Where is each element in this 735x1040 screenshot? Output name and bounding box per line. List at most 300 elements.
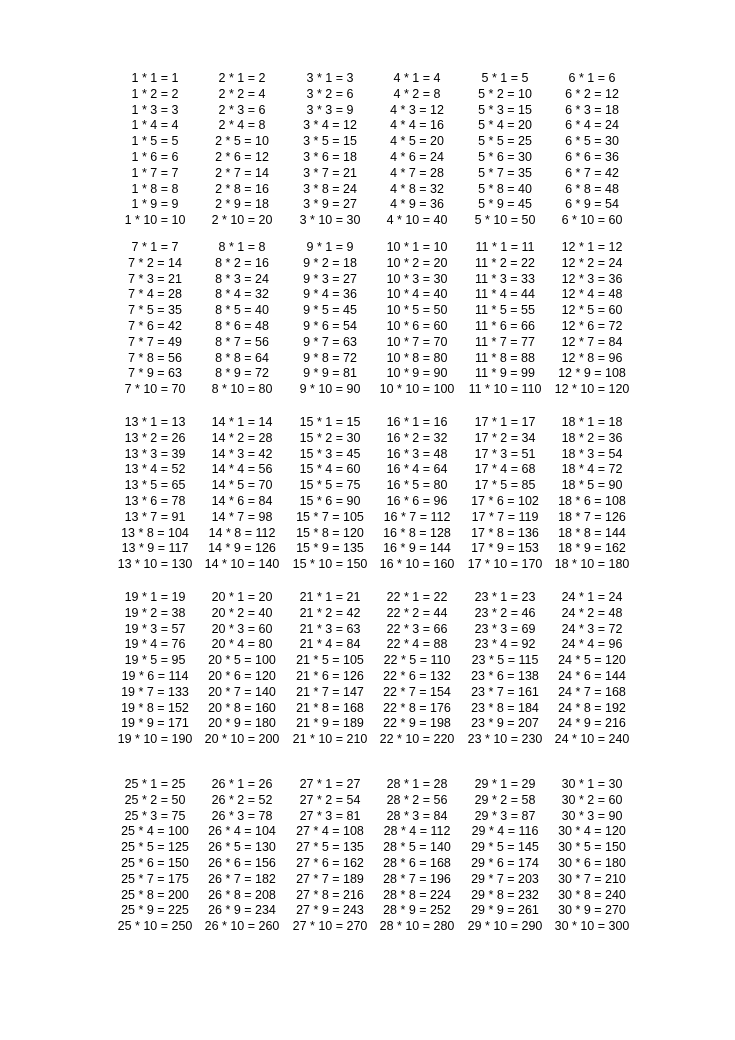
equation-line: 17 * 8 = 136 — [471, 525, 539, 540]
equation-line: 22 * 1 = 22 — [386, 590, 448, 604]
equation-line: 17 * 6 = 102 — [471, 494, 539, 508]
equation-line: 20 * 9 = 180 — [208, 716, 276, 731]
equation-line: 26 * 4 = 104 — [208, 824, 276, 839]
equation-line: 13 * 3 = 39 — [124, 446, 186, 461]
equation-line: 11 * 7 = 77 — [475, 334, 535, 349]
equation-line: 26 * 2 = 52 — [211, 792, 273, 807]
equation-line: 18 * 4 = 72 — [561, 462, 623, 477]
equation-line: 20 * 10 = 200 — [204, 732, 280, 747]
equation-line: 8 * 7 = 56 — [215, 334, 269, 349]
equation-line: 30 * 10 = 300 — [554, 919, 630, 934]
equation-line: 20 * 4 = 80 — [211, 637, 273, 652]
equation-line: 4 * 9 = 36 — [390, 197, 444, 212]
equation-line: 23 * 2 = 46 — [474, 605, 536, 620]
equation-line: 7 * 8 = 56 — [128, 350, 182, 365]
equation-line: 23 * 5 = 115 — [471, 653, 539, 668]
equation-line: 11 * 8 = 88 — [475, 350, 535, 365]
equation-line: 27 * 7 = 189 — [296, 871, 364, 886]
equation-line: 7 * 7 = 49 — [128, 334, 182, 349]
equation-line: 18 * 9 = 162 — [558, 541, 626, 556]
equation-line: 10 * 6 = 60 — [386, 319, 448, 333]
equation-line: 21 * 6 = 126 — [296, 669, 364, 683]
equation-line: 9 * 3 = 27 — [303, 271, 357, 286]
equation-line: 21 * 7 = 147 — [296, 684, 364, 699]
equation-line: 24 * 4 = 96 — [561, 637, 623, 652]
equation-line: 15 * 1 = 15 — [299, 415, 361, 429]
equation-line: 5 * 10 = 50 — [474, 213, 536, 228]
equation-line: 11 * 10 = 110 — [468, 382, 542, 397]
equation-line: 2 * 9 = 18 — [215, 197, 269, 212]
equation-line: 9 * 5 = 45 — [303, 303, 357, 318]
equation-line: 5 * 6 = 30 — [478, 150, 532, 164]
equation-line: 6 * 7 = 42 — [565, 165, 619, 180]
equation-line: 1 * 7 = 7 — [131, 165, 179, 180]
equation-line: 29 * 10 = 290 — [467, 919, 543, 934]
equation-line: 20 * 1 = 20 — [211, 590, 273, 604]
equation-line: 27 * 1 = 27 — [299, 777, 361, 791]
equation-line: 27 * 9 = 243 — [296, 903, 364, 918]
equation-line: 14 * 8 = 112 — [208, 525, 276, 540]
equation-line: 16 * 7 = 112 — [383, 509, 451, 524]
equation-line: 16 * 10 = 160 — [379, 557, 455, 572]
equation-line: 3 * 2 = 6 — [306, 86, 354, 101]
equation-line: 17 * 9 = 153 — [471, 541, 539, 556]
equation-line: 5 * 8 = 40 — [478, 181, 532, 196]
equation-line: 22 * 8 = 176 — [383, 700, 451, 715]
equation-line: 29 * 1 = 29 — [474, 777, 536, 791]
equation-line: 12 * 2 = 24 — [561, 255, 623, 270]
equation-line: 1 * 8 = 8 — [131, 181, 179, 196]
equation-line: 18 * 1 = 18 — [561, 415, 623, 429]
equation-line: 24 * 10 = 240 — [554, 732, 630, 747]
equation-line: 16 * 6 = 96 — [386, 494, 448, 508]
equation-line: 5 * 2 = 10 — [478, 86, 532, 101]
equation-line: 23 * 10 = 230 — [467, 732, 543, 747]
equation-line: 15 * 4 = 60 — [299, 462, 361, 477]
equation-line: 14 * 5 = 70 — [211, 478, 273, 493]
equation-line: 14 * 7 = 98 — [211, 509, 273, 524]
equation-line: 24 * 8 = 192 — [558, 700, 626, 715]
equation-line: 10 * 1 = 10 — [386, 240, 448, 254]
equation-line: 11 * 1 = 11 — [475, 240, 535, 254]
equation-line: 18 * 2 = 36 — [561, 430, 623, 445]
equation-line: 2 * 6 = 12 — [215, 150, 269, 164]
equation-line: 28 * 5 = 140 — [383, 840, 451, 855]
equation-line: 17 * 1 = 17 — [474, 415, 536, 429]
equation-line: 3 * 3 = 9 — [306, 102, 354, 117]
equation-line: 28 * 6 = 168 — [383, 856, 451, 870]
equation-line: 15 * 8 = 120 — [296, 525, 364, 540]
equation-line: 21 * 8 = 168 — [296, 700, 364, 715]
equation-line: 28 * 9 = 252 — [383, 903, 451, 918]
equation-line: 4 * 7 = 28 — [390, 165, 444, 180]
equation-line: 18 * 3 = 54 — [561, 446, 623, 461]
equation-line: 26 * 8 = 208 — [208, 887, 276, 902]
equation-line: 6 * 9 = 54 — [565, 197, 619, 212]
equation-line: 29 * 3 = 87 — [474, 808, 536, 823]
equation-line: 3 * 6 = 18 — [303, 150, 357, 164]
equation-line: 6 * 3 = 18 — [565, 102, 619, 117]
equation-line: 2 * 4 = 8 — [218, 118, 266, 133]
equation-line: 7 * 9 = 63 — [128, 366, 182, 381]
equation-line: 1 * 10 = 10 — [124, 213, 186, 228]
equation-line: 21 * 2 = 42 — [299, 605, 361, 620]
equation-line: 27 * 6 = 162 — [296, 856, 364, 870]
equation-line: 8 * 2 = 16 — [215, 255, 269, 270]
equation-line: 25 * 8 = 200 — [121, 887, 189, 902]
equation-line: 1 * 3 = 3 — [131, 102, 179, 117]
equation-line: 5 * 5 = 25 — [478, 134, 532, 149]
equation-line: 21 * 4 = 84 — [299, 637, 361, 652]
equation-line: 19 * 2 = 38 — [124, 605, 186, 620]
equation-line: 13 * 4 = 52 — [124, 462, 186, 477]
equation-line: 14 * 6 = 84 — [211, 494, 273, 508]
equation-line: 8 * 3 = 24 — [215, 271, 269, 286]
equation-line: 28 * 2 = 56 — [386, 792, 448, 807]
equation-line: 29 * 5 = 145 — [471, 840, 539, 855]
equation-line: 10 * 10 = 100 — [379, 382, 455, 397]
equation-line: 8 * 6 = 48 — [215, 319, 269, 333]
equation-line: 28 * 7 = 196 — [383, 871, 451, 886]
equation-line: 5 * 9 = 45 — [478, 197, 532, 212]
equation-line: 6 * 8 = 48 — [565, 181, 619, 196]
equation-line: 16 * 2 = 32 — [386, 430, 448, 445]
equation-line: 4 * 4 = 16 — [390, 118, 444, 133]
equation-line: 4 * 3 = 12 — [390, 102, 444, 117]
equation-line: 12 * 9 = 108 — [558, 366, 626, 381]
equation-line: 5 * 7 = 35 — [478, 165, 532, 180]
equation-line: 16 * 4 = 64 — [386, 462, 448, 477]
equation-line: 18 * 8 = 144 — [558, 525, 626, 540]
equation-line: 12 * 1 = 12 — [561, 240, 623, 254]
equation-line: 15 * 3 = 45 — [299, 446, 361, 461]
equation-line: 3 * 10 = 30 — [299, 213, 361, 228]
equation-line: 1 * 6 = 6 — [131, 150, 179, 164]
equation-line: 29 * 4 = 116 — [471, 824, 539, 839]
equation-line: 19 * 6 = 114 — [121, 669, 189, 683]
equation-line: 7 * 6 = 42 — [128, 319, 182, 333]
equation-line: 20 * 7 = 140 — [208, 684, 276, 699]
equation-line: 23 * 7 = 161 — [471, 684, 539, 699]
equation-line: 22 * 9 = 198 — [383, 716, 451, 731]
equation-line: 17 * 7 = 119 — [471, 509, 539, 524]
equation-line: 20 * 6 = 120 — [208, 669, 276, 683]
equation-line: 9 * 8 = 72 — [303, 350, 357, 365]
equation-line: 5 * 4 = 20 — [478, 118, 532, 133]
equation-line: 27 * 8 = 216 — [296, 887, 364, 902]
equation-line: 27 * 3 = 81 — [299, 808, 361, 823]
equation-line: 10 * 4 = 40 — [386, 287, 448, 302]
equation-line: 30 * 4 = 120 — [558, 824, 626, 839]
equation-line: 13 * 8 = 104 — [121, 525, 189, 540]
equation-line: 27 * 2 = 54 — [299, 792, 361, 807]
equation-line: 11 * 3 = 33 — [475, 271, 535, 286]
equation-line: 29 * 6 = 174 — [471, 856, 539, 870]
equation-line: 24 * 7 = 168 — [558, 684, 626, 699]
equation-line: 23 * 3 = 69 — [474, 621, 536, 636]
equation-line: 18 * 6 = 108 — [558, 494, 626, 508]
equation-line: 8 * 10 = 80 — [211, 382, 273, 397]
equation-line: 7 * 5 = 35 — [128, 303, 182, 318]
equation-line: 27 * 5 = 135 — [296, 840, 364, 855]
equation-line: 17 * 5 = 85 — [474, 478, 536, 493]
equation-line: 19 * 8 = 152 — [121, 700, 189, 715]
equation-line: 19 * 1 = 19 — [124, 590, 186, 604]
equation-line: 20 * 5 = 100 — [208, 653, 276, 668]
equation-line: 25 * 10 = 250 — [117, 919, 193, 934]
equation-line: 5 * 1 = 5 — [481, 71, 529, 85]
equation-line: 16 * 8 = 128 — [383, 525, 451, 540]
equation-line: 14 * 10 = 140 — [204, 557, 280, 572]
equation-line: 22 * 3 = 66 — [386, 621, 448, 636]
equation-line: 27 * 4 = 108 — [296, 824, 364, 839]
equation-line: 12 * 3 = 36 — [561, 271, 623, 286]
equation-line: 29 * 9 = 261 — [471, 903, 539, 918]
equation-line: 10 * 9 = 90 — [386, 366, 448, 381]
equation-line: 12 * 4 = 48 — [561, 287, 623, 302]
equation-line: 3 * 8 = 24 — [303, 181, 357, 196]
equation-line: 11 * 9 = 99 — [475, 366, 535, 381]
equation-line: 15 * 6 = 90 — [299, 494, 361, 508]
equation-line: 11 * 6 = 66 — [475, 319, 535, 333]
equation-line: 24 * 6 = 144 — [558, 669, 626, 683]
equation-line: 2 * 1 = 2 — [218, 71, 266, 85]
equation-line: 6 * 6 = 36 — [565, 150, 619, 164]
equation-line: 19 * 5 = 95 — [124, 653, 186, 668]
equation-line: 6 * 5 = 30 — [565, 134, 619, 149]
equation-line: 21 * 10 = 210 — [292, 732, 368, 747]
equation-line: 6 * 1 = 6 — [568, 71, 616, 85]
equation-line: 13 * 5 = 65 — [124, 478, 186, 493]
equation-line: 13 * 9 = 117 — [121, 541, 189, 556]
equation-line: 1 * 4 = 4 — [131, 118, 179, 133]
equation-line: 21 * 1 = 21 — [299, 590, 361, 604]
equation-line: 8 * 5 = 40 — [215, 303, 269, 318]
equation-line: 23 * 8 = 184 — [471, 700, 539, 715]
equation-line: 7 * 3 = 21 — [128, 271, 182, 286]
equation-line: 30 * 1 = 30 — [561, 777, 623, 791]
equation-line: 30 * 3 = 90 — [561, 808, 623, 823]
equation-line: 26 * 7 = 182 — [208, 871, 276, 886]
equation-line: 24 * 1 = 24 — [561, 590, 623, 604]
equation-line: 4 * 2 = 8 — [393, 86, 441, 101]
equation-line: 8 * 1 = 8 — [218, 240, 266, 254]
equation-line: 22 * 7 = 154 — [383, 684, 451, 699]
equation-line: 14 * 1 = 14 — [211, 415, 273, 429]
equation-line: 12 * 5 = 60 — [561, 303, 623, 318]
equation-line: 23 * 9 = 207 — [471, 716, 539, 731]
equation-line: 7 * 10 = 70 — [124, 382, 186, 397]
equation-line: 9 * 4 = 36 — [303, 287, 357, 302]
equation-line: 14 * 4 = 56 — [211, 462, 273, 477]
equation-line: 7 * 2 = 14 — [128, 255, 182, 270]
equation-line: 26 * 3 = 78 — [211, 808, 273, 823]
equation-line: 5 * 3 = 15 — [478, 102, 532, 117]
equation-line: 7 * 4 = 28 — [128, 287, 182, 302]
equation-line: 18 * 5 = 90 — [561, 478, 623, 493]
equation-line: 21 * 9 = 189 — [296, 716, 364, 731]
equation-line: 19 * 3 = 57 — [124, 621, 186, 636]
equation-line: 15 * 10 = 150 — [292, 557, 368, 572]
equation-line: 9 * 1 = 9 — [306, 240, 354, 254]
equation-line: 17 * 10 = 170 — [467, 557, 543, 572]
equation-line: 22 * 5 = 110 — [383, 653, 451, 668]
equation-line: 10 * 3 = 30 — [386, 271, 448, 286]
equation-line: 2 * 2 = 4 — [218, 86, 266, 101]
equation-line: 6 * 10 = 60 — [561, 213, 623, 228]
equation-line: 22 * 6 = 132 — [383, 669, 451, 683]
equation-line: 20 * 2 = 40 — [211, 605, 273, 620]
equation-line: 14 * 9 = 126 — [208, 541, 276, 556]
equation-line: 9 * 10 = 90 — [299, 382, 361, 397]
equation-line: 8 * 4 = 32 — [215, 287, 269, 302]
equation-line: 13 * 6 = 78 — [124, 494, 186, 508]
equation-line: 4 * 8 = 32 — [390, 181, 444, 196]
equation-line: 4 * 1 = 4 — [393, 71, 441, 85]
equation-line: 28 * 4 = 112 — [383, 824, 451, 839]
equation-line: 25 * 4 = 100 — [121, 824, 189, 839]
equation-line: 6 * 4 = 24 — [565, 118, 619, 133]
equation-line: 14 * 3 = 42 — [211, 446, 273, 461]
equation-line: 28 * 8 = 224 — [383, 887, 451, 902]
equation-line: 20 * 8 = 160 — [208, 700, 276, 715]
equation-line: 15 * 9 = 135 — [296, 541, 364, 556]
equation-line: 11 * 2 = 22 — [475, 255, 535, 270]
equation-line: 27 * 10 = 270 — [292, 919, 368, 934]
equation-line: 29 * 2 = 58 — [474, 792, 536, 807]
equation-line: 25 * 2 = 50 — [124, 792, 186, 807]
equation-line: 1 * 2 = 2 — [131, 86, 179, 101]
equation-line: 4 * 6 = 24 — [390, 150, 444, 164]
equation-line: 22 * 2 = 44 — [386, 605, 448, 620]
equation-line: 1 * 1 = 1 — [131, 71, 179, 85]
equation-line: 3 * 5 = 15 — [303, 134, 357, 149]
equation-line: 19 * 7 = 133 — [121, 684, 189, 699]
equation-line: 2 * 7 = 14 — [215, 165, 269, 180]
equation-line: 7 * 1 = 7 — [131, 240, 179, 254]
equation-line: 18 * 10 = 180 — [554, 557, 630, 572]
equation-line: 3 * 7 = 21 — [303, 165, 357, 180]
equation-line: 11 * 4 = 44 — [475, 287, 535, 302]
equation-line: 15 * 5 = 75 — [299, 478, 361, 493]
equation-line: 30 * 7 = 210 — [558, 871, 626, 886]
equation-line: 23 * 6 = 138 — [471, 669, 539, 683]
equation-line: 9 * 7 = 63 — [303, 334, 357, 349]
equation-line: 19 * 9 = 171 — [121, 716, 189, 731]
equation-line: 25 * 9 = 225 — [121, 903, 189, 918]
equation-line: 2 * 10 = 20 — [211, 213, 273, 228]
equation-line: 25 * 7 = 175 — [121, 871, 189, 886]
equation-line: 22 * 10 = 220 — [379, 732, 455, 747]
equation-line: 8 * 9 = 72 — [215, 366, 269, 381]
equation-line: 1 * 5 = 5 — [131, 134, 179, 149]
equation-line: 26 * 9 = 234 — [208, 903, 276, 918]
equation-line: 20 * 3 = 60 — [211, 621, 273, 636]
equation-line: 26 * 6 = 156 — [208, 856, 276, 870]
equation-line: 26 * 5 = 130 — [208, 840, 276, 855]
equation-line: 13 * 10 = 130 — [117, 557, 193, 572]
equation-line: 4 * 5 = 20 — [390, 134, 444, 149]
equation-line: 2 * 3 = 6 — [218, 102, 266, 117]
equation-line: 28 * 1 = 28 — [386, 777, 448, 791]
equation-line: 16 * 9 = 144 — [383, 541, 451, 556]
equation-line: 17 * 4 = 68 — [474, 462, 536, 477]
equation-line: 6 * 2 = 12 — [565, 86, 619, 101]
equation-line: 16 * 3 = 48 — [386, 446, 448, 461]
equation-line: 13 * 7 = 91 — [124, 509, 186, 524]
equation-line: 10 * 8 = 80 — [386, 350, 448, 365]
equation-line: 26 * 1 = 26 — [211, 777, 273, 791]
equation-line: 2 * 5 = 10 — [215, 134, 269, 149]
equation-line: 19 * 4 = 76 — [124, 637, 186, 652]
equation-line: 10 * 7 = 70 — [386, 334, 448, 349]
equation-line: 29 * 8 = 232 — [471, 887, 539, 902]
equation-line: 26 * 10 = 260 — [204, 919, 280, 934]
equation-line: 10 * 2 = 20 — [386, 255, 448, 270]
equation-line: 25 * 6 = 150 — [121, 856, 189, 870]
equation-line: 29 * 7 = 203 — [471, 871, 539, 886]
equation-line: 12 * 6 = 72 — [561, 319, 623, 333]
equation-line: 25 * 1 = 25 — [124, 777, 186, 791]
equation-line: 8 * 8 = 64 — [215, 350, 269, 365]
equation-line: 13 * 2 = 26 — [124, 430, 186, 445]
equation-line: 18 * 7 = 126 — [558, 509, 626, 524]
equation-line: 24 * 2 = 48 — [561, 605, 623, 620]
equation-line: 30 * 8 = 240 — [558, 887, 626, 902]
equation-line: 9 * 6 = 54 — [303, 319, 357, 333]
equation-line: 15 * 2 = 30 — [299, 430, 361, 445]
equation-line: 13 * 1 = 13 — [124, 415, 186, 429]
equation-line: 3 * 9 = 27 — [303, 197, 357, 212]
equation-line: 2 * 8 = 16 — [215, 181, 269, 196]
equation-line: 25 * 3 = 75 — [124, 808, 186, 823]
equation-line: 22 * 4 = 88 — [386, 637, 448, 652]
equation-line: 15 * 7 = 105 — [296, 509, 364, 524]
equation-line: 30 * 2 = 60 — [561, 792, 623, 807]
equation-line: 21 * 3 = 63 — [299, 621, 361, 636]
equation-line: 23 * 4 = 92 — [474, 637, 536, 652]
equation-line: 17 * 3 = 51 — [474, 446, 536, 461]
equation-line: 9 * 9 = 81 — [303, 366, 357, 381]
equation-line: 3 * 1 = 3 — [306, 71, 354, 85]
equation-line: 23 * 1 = 23 — [474, 590, 536, 604]
equation-line: 30 * 9 = 270 — [558, 903, 626, 918]
equation-line: 12 * 7 = 84 — [561, 334, 623, 349]
equation-line: 1 * 9 = 9 — [131, 197, 179, 212]
equation-line: 16 * 1 = 16 — [386, 415, 448, 429]
equation-line: 17 * 2 = 34 — [474, 430, 536, 445]
equation-line: 24 * 3 = 72 — [561, 621, 623, 636]
equation-line: 19 * 10 = 190 — [117, 732, 193, 747]
equation-line: 16 * 5 = 80 — [386, 478, 448, 493]
equation-line: 12 * 8 = 96 — [561, 350, 623, 365]
equation-line: 28 * 3 = 84 — [386, 808, 448, 823]
equation-line: 28 * 10 = 280 — [379, 919, 455, 934]
equation-line: 30 * 5 = 150 — [558, 840, 626, 855]
equation-line: 30 * 6 = 180 — [558, 856, 626, 870]
equation-line: 24 * 9 = 216 — [558, 716, 626, 731]
equation-line: 11 * 5 = 55 — [475, 303, 535, 318]
equation-line: 10 * 5 = 50 — [386, 303, 448, 318]
equation-line: 4 * 10 = 40 — [386, 213, 448, 228]
equation-line: 25 * 5 = 125 — [121, 840, 189, 855]
equation-line: 21 * 5 = 105 — [296, 653, 364, 668]
equation-line: 14 * 2 = 28 — [211, 430, 273, 445]
equation-line: 3 * 4 = 12 — [303, 118, 357, 133]
equation-line: 24 * 5 = 120 — [558, 653, 626, 668]
equation-line: 12 * 10 = 120 — [554, 382, 630, 397]
equation-line: 9 * 2 = 18 — [303, 255, 357, 270]
